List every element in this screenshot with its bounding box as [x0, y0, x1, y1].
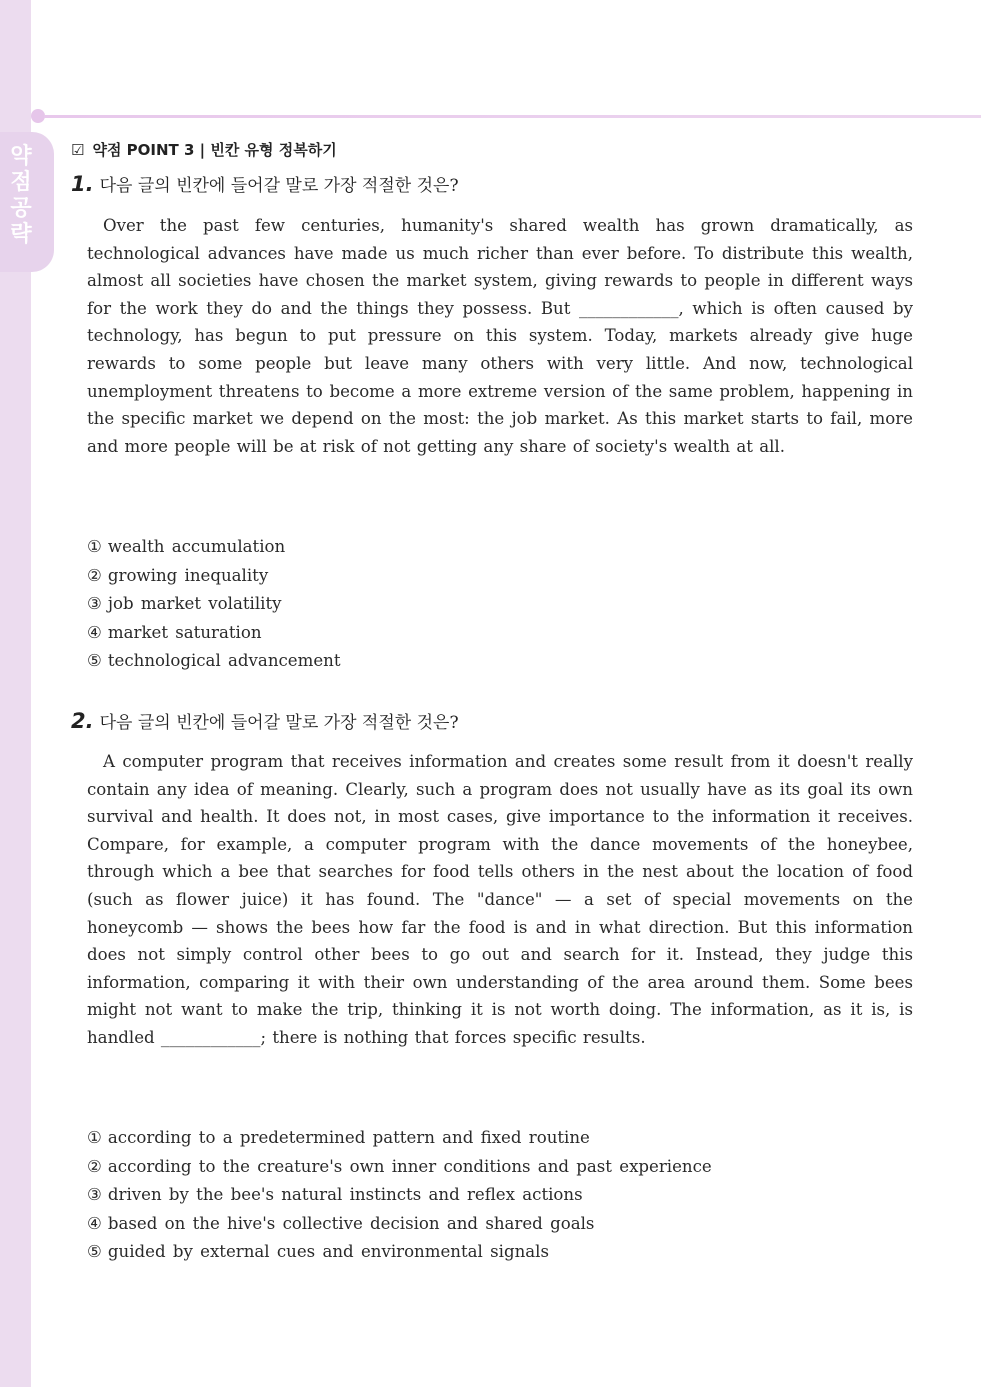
- choice-text: driven by the bee's natural instincts and reflex actions: [107, 1185, 583, 1205]
- choice-number: ①: [87, 1128, 102, 1147]
- choice-text: market saturation: [107, 622, 262, 642]
- choice-item[interactable]: [87, 1181, 712, 1210]
- choice-text: job market volatility: [107, 594, 282, 614]
- section-title-text: 약점 POINT 3 | 빈칸 유형 정복하기: [92, 141, 337, 159]
- choice-number: ③: [87, 1185, 102, 1205]
- question-number: 1.: [71, 172, 94, 196]
- header-dot: [31, 109, 45, 123]
- question-1-header: [71, 171, 459, 196]
- question-2-choices: [87, 1124, 712, 1267]
- choice-number: ④: [87, 622, 102, 642]
- choice-text: based on the hive's collective decision and shared goals: [107, 1213, 595, 1233]
- choice-number: ④: [87, 1213, 102, 1233]
- question-prompt: 다음 글의 빈칸에 들어갈 말로 가장 적절한 것은?: [99, 176, 459, 196]
- choice-item[interactable]: [87, 533, 341, 562]
- choice-item[interactable]: [87, 619, 341, 648]
- choice-item[interactable]: [87, 1238, 712, 1267]
- question-1-passage: Over the past few centuries, humanity's shared wealth has grown dramatically, as technological advances have made us much richer than ever before. To distribute this wealth, almost all societies have chosen the market system, giving rewards to people in different ways for the work they do and the things they possess. But ____________, which is often caused by technology, has begun to put pressure on this system. Today, markets already give huge rewards to some people but leave many others with very little. And now, technological unemployment threatens to become a more extreme version of the same problem, happening in the specific market we depend on the most: the job market. As this market starts to fail, more and more people will be at risk of not getting any share of society's wealth at all.: [87, 216, 913, 456]
- choice-number: ②: [87, 565, 102, 585]
- choice-item[interactable]: [87, 647, 341, 676]
- question-2-header: [71, 708, 459, 733]
- question-2-passage: A computer program that receives information and creates some result from it doesn't really contain any idea of meaning. Clearly, such a program does not usually have as its goal its own survival and health. It does not, in most cases, give importance to the information it receives. Compare, for example, a computer program with the dance movements of the honeybee, through which a bee that searches for food tells others in the nest about the location of food (such as flower juice) it has found. The "dance" — a set of special movements on the honeycomb — shows the bees how far the food is and in what direction. But this information does not simply control other bees to go out and search for it. Instead, they judge this information, comparing it with their own understanding of the area around them. Some bees might not want to make the trip, thinking it is not worth doing. The information, as it is, is handled ____________; there is nothing that forces specific results.: [87, 752, 913, 1047]
- question-1-choices: [87, 533, 341, 676]
- question-number: 2.: [71, 709, 94, 733]
- section-title: [71, 139, 337, 160]
- question-prompt: 다음 글의 빈칸에 들어갈 말로 가장 적절한 것은?: [99, 713, 459, 733]
- header-rule: [44, 115, 981, 118]
- choice-text: wealth accumulation: [107, 537, 286, 556]
- choice-number: ⑤: [87, 1242, 102, 1262]
- choice-item[interactable]: [87, 1210, 712, 1239]
- choice-item[interactable]: [87, 590, 341, 619]
- choice-text: according to the creature's own inner conditions and past experience: [107, 1156, 712, 1176]
- choice-number: ①: [87, 537, 102, 556]
- choice-item[interactable]: [87, 1124, 712, 1153]
- choice-number: ③: [87, 594, 102, 614]
- choice-number: ②: [87, 1156, 102, 1176]
- choice-text: according to a predetermined pattern and fixed routine: [107, 1128, 590, 1147]
- choice-text: growing inequality: [107, 565, 269, 585]
- choice-text: guided by external cues and environmental signals: [107, 1242, 549, 1262]
- choice-text: technological advancement: [107, 651, 341, 671]
- checkbox-icon: ☑: [71, 141, 85, 159]
- choice-number: ⑤: [87, 651, 102, 671]
- choice-item[interactable]: [87, 1153, 712, 1182]
- choice-item[interactable]: [87, 562, 341, 591]
- side-tab-label: 약점공략: [10, 144, 32, 247]
